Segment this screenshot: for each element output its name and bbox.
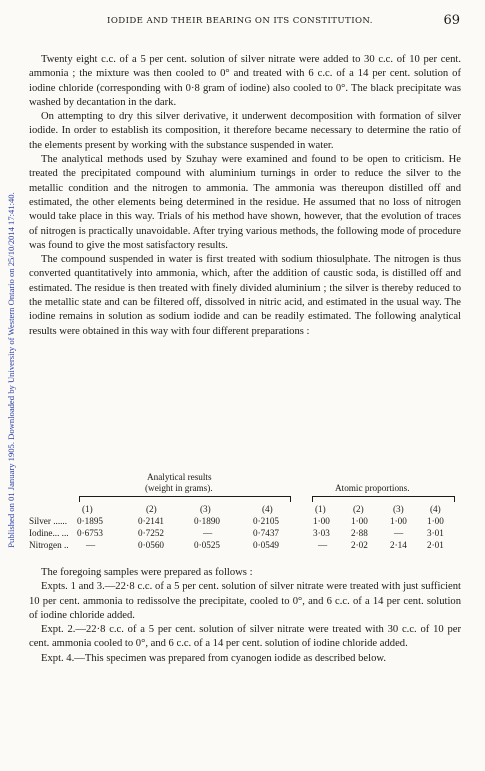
- table-cell: 1·00: [390, 516, 407, 526]
- group-header-right: Atomic proportions.: [335, 483, 410, 493]
- column-header: (1): [315, 504, 326, 514]
- table-cell: 0·0560: [138, 540, 165, 550]
- table-cell: 2·02: [351, 540, 368, 550]
- group-brace-left: [79, 496, 291, 502]
- table-cell: —: [203, 528, 213, 538]
- column-header: (4): [430, 504, 441, 514]
- table-cell: 1·00: [427, 516, 444, 526]
- table-cell: 3·03: [313, 528, 330, 538]
- table-cell: 0·2141: [138, 516, 165, 526]
- table-cell: 1·00: [351, 516, 368, 526]
- table-cell: 0·6753: [77, 528, 104, 538]
- table-cell: 0·7252: [138, 528, 165, 538]
- column-header: (2): [353, 504, 364, 514]
- table-cell: 1·00: [313, 516, 330, 526]
- table-cell: 0·2105: [253, 516, 280, 526]
- row-label: Nitrogen ..: [29, 540, 69, 550]
- column-header: (3): [393, 504, 404, 514]
- lower-body-text: [29, 566, 461, 666]
- table-cell: 0·0549: [253, 540, 280, 550]
- table-cell: 2·88: [351, 528, 368, 538]
- paragraph: Twenty eight c.c. of a 5 per cent. solution of silver nitrate were added to 30 c.c. of 10 per cent. ammonia ; the mixture was then cooled to 0° and treated with 6 c.c. of a 14 per cent. solution of iodine chloride (corresponding with 0·8 gram of iodine) also cooled to 0°. The black precipitate was washed by decantation in the dark.: [29, 54, 461, 108]
- paragraph: The compound suspended in water is first treated with sodium thiosulphate. The nitrogen is thus converted quantitatively into ammonia, which, after the addition of caustic soda, is distilled off and estimated. The residue is then treated with finely divided aluminium ; the silver is thereby reduced to the metallic state and can be filtered off, dissolved in nitric acid, and estimated in the usual way. The iodine remains in solution as sodium iodide and can be readily estimated. The following analytical results were obtained in this way with four different preparations :: [29, 254, 461, 337]
- download-watermark-text: Published on 01 January 1905. Downloaded by University of Western Ontario on 25/10/2014 17:41:40.: [6, 192, 16, 548]
- page-number: 69: [443, 13, 460, 28]
- body-text: [29, 53, 461, 339]
- group-header-left-sub: (weight in grams).: [145, 483, 213, 493]
- page-header: [40, 13, 460, 31]
- paragraph: Expt. 2.—22·8 c.c. of a 5 per cent. solution of silver nitrate were treated with 30 c.c. of 10 per cent. ammonia cooled to 0°, and 6 c.c. of a 14 per cent. solution of iodine chloride added.: [29, 624, 461, 650]
- table-cell: 0·0525: [194, 540, 221, 550]
- row-label: Iodine... ...: [29, 528, 69, 538]
- table-cell: —: [318, 540, 328, 550]
- table-cell: —: [394, 528, 404, 538]
- table-cell: 2·01: [427, 540, 444, 550]
- table-cell: 0·1895: [77, 516, 104, 526]
- download-watermark: [2, 30, 20, 710]
- row-label: Silver ......: [29, 516, 68, 526]
- group-header-left: Analytical results: [147, 472, 212, 482]
- paragraph: Expt. 4.—This specimen was prepared from cyanogen iodide as described below.: [41, 652, 386, 664]
- paragraph: The foregoing samples were prepared as follows :: [41, 567, 253, 578]
- column-header: (1): [82, 504, 93, 514]
- running-title: IODIDE AND THEIR BEARING ON ITS CONSTITUTION.: [107, 16, 373, 26]
- column-header: (3): [200, 504, 211, 514]
- paragraph: The analytical methods used by Szuhay were examined and found to be open to criticism. He treated the precipitated compound with aluminium turnings in order to reduce the silver to the metallic condition and the nitrogen to ammonia. The ammonia was thereupon distilled off and estimated, the other elements being determined in the residue. He assumed that no loss of nitrogen would take place in this way. Trials of his method have shown, however, that the evolution of traces of nitrogen is practically unavoidable. After trying various methods, the following mode of procedure was found to give the most satisfactory results.: [29, 154, 461, 251]
- paragraph: Expts. 1 and 3.—22·8 c.c. of a 5 per cent. solution of silver nitrate were treated with just sufficient 10 per cent. ammonia to redissolve the precipitate, cooled to 0°, and 6 c.c. of a 14 per cent. solution of iodine chloride added.: [29, 581, 461, 621]
- table-cell: 2·14: [390, 540, 407, 550]
- table-cell: 0·7437: [253, 528, 280, 538]
- group-brace-right: [312, 496, 455, 502]
- analysis-table: [29, 472, 461, 562]
- table-cell: 0·1890: [194, 516, 221, 526]
- column-header: (4): [262, 504, 273, 514]
- table-cell: 3·01: [427, 528, 444, 538]
- column-header: (2): [146, 504, 157, 514]
- table-cell: —: [86, 540, 96, 550]
- paragraph: On attempting to dry this silver derivative, it underwent decomposition with formation of silver iodide. In order to establish its composition, it therefore became necessary to determine the ratio of the elements present by working with the substance suspended in water.: [29, 111, 461, 151]
